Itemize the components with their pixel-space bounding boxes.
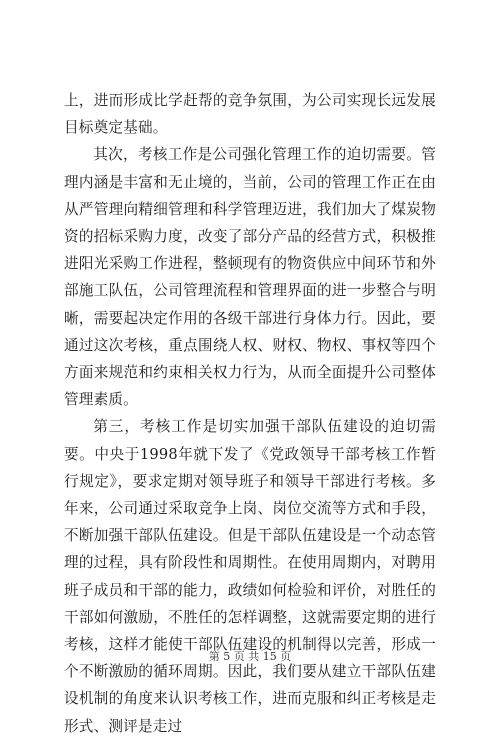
paragraph-second-point: 其次，考核工作是公司强化管理工作的迫切需要。管理内涵是丰富和无止境的，当前，公司的管理工作正在由从严管理向精细管理和科学管理迈进，我们加大了煤炭物资的招标采购力度，改变了部分产品的经营方式，积极推进阳光采购工作进程，整顿现有的物资供应中间环节和外部施工队伍，公司管理流程和管理界面的进一步整合与明晰，需要起决定作用的各级干部进行身体力行。因此，要通过这次考核，重点围绕人权、财权、物权、事权等四个方面来规范和约束相关权力行为，从而全面提升公司整体管理素质。 bbox=[64, 146, 436, 409]
document-body bbox=[64, 87, 436, 740]
page-number-footer: 第 5 页 共 15 页 bbox=[208, 650, 292, 663]
paragraph-third-point: 第三，考核工作是切实加强干部队伍建设的迫切需要。中央于1998年就下发了《党政领导干部考核工作暂行规定》，要求定期对领导班子和领导干部进行考核。多年来，公司通过采取竞争上岗、岗位交流等方式和手段，不断加强干部队伍建设。但是干部队伍建设是一个动态管理的过程，具有阶段性和周期性。在使用周期内，对聘用班子成员和干部的能力，政绩如何检验和评价，对胜任的干部如何激励，不胜任的怎样调整，这就需要定期的进行考核，这样才能使干部队伍建设的机制得以完善，形成一个不断激励的循环周期。因此，我们要从建立干部队伍建设机制的角度来认识考核工作，进而克服和纠正考核是走形式、测评是走过 bbox=[64, 418, 436, 735]
paragraph-continuation: 上，进而形成比学赶帮的竞争氛围，为公司实现长远发展目标奠定基础。 bbox=[64, 92, 436, 137]
